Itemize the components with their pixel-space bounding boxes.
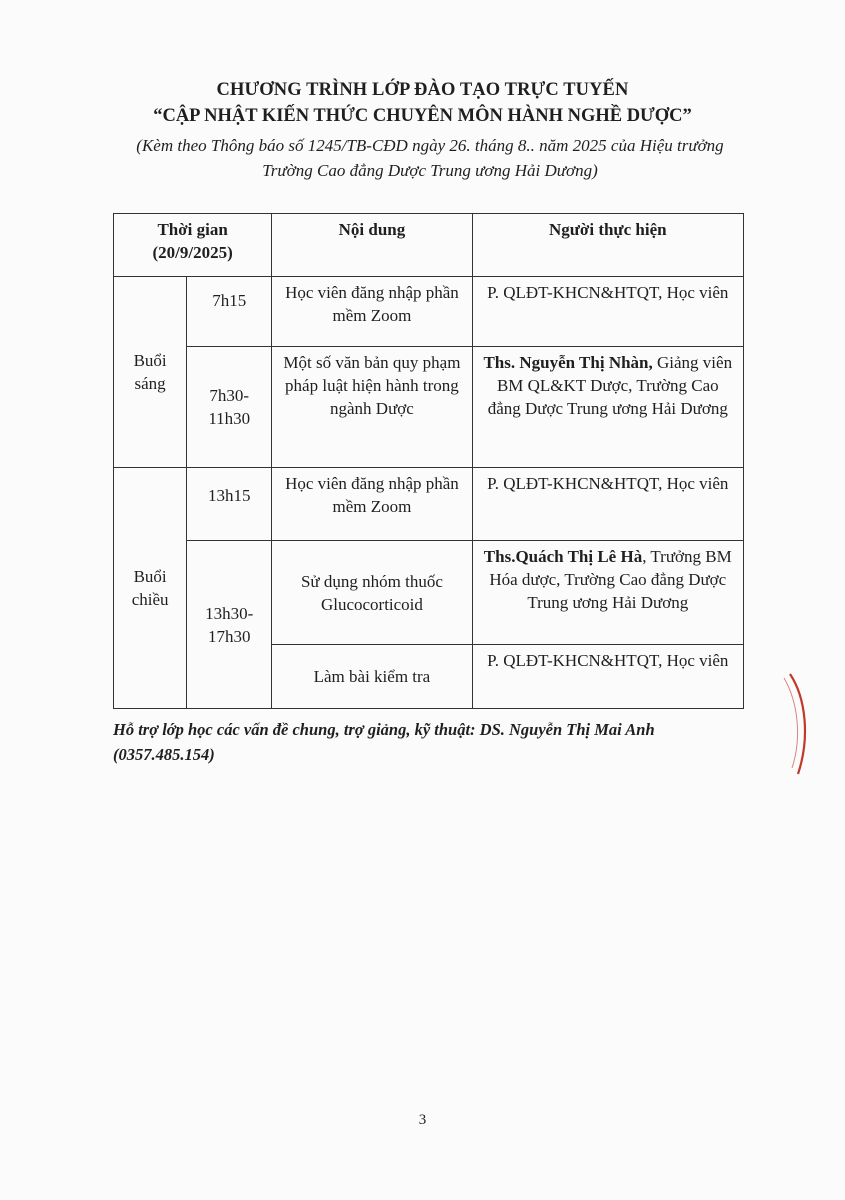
presenter-name: Ths. Nguyễn Thị Nhàn, — [483, 353, 653, 372]
content-cell: Học viên đăng nhập phần mềm Zoom — [272, 277, 472, 347]
page-number: 3 — [418, 1112, 427, 1128]
subtitle-part-c: . tháng — [466, 136, 518, 155]
table-row — [114, 277, 744, 347]
subtitle-part-d: .. năm 2025 của Hiệu trưởng Trường Cao đẳng Dược Trung ương Hải Dương) — [262, 136, 724, 180]
schedule-table — [113, 213, 744, 709]
presenter-cell: P. QLĐT-KHCN&HTQT, Học viên — [472, 277, 743, 347]
handwritten-month: 8 — [517, 136, 527, 155]
content-cell: Một số văn bản quy phạm pháp luật hiện hành trong ngành Dược — [272, 347, 472, 468]
presenter-role: Giảng viên BM QL&KT Dược, Trường Cao đẳng Dược Trung ương Hải Dương — [487, 353, 733, 418]
table-header-row — [114, 214, 744, 277]
header-time-label: Thời gian — [157, 220, 228, 239]
content-cell: Sử dụng nhóm thuốc Glucocorticoid — [272, 541, 472, 645]
session-afternoon: Buổi chiều — [114, 468, 187, 709]
time-cell: 7h15 — [187, 277, 272, 347]
content-cell: Học viên đăng nhập phần mềm Zoom — [272, 468, 472, 541]
table-row — [114, 541, 744, 645]
time-cell: 13h15 — [187, 468, 272, 541]
subtitle-part-a: (Kèm theo Thông báo số — [136, 136, 308, 155]
support-note: Hỗ trợ lớp học các vấn đề chung, trợ giảng, kỹ thuật: DS. Nguyễn Thị Mai Anh (0357.485.154) — [113, 720, 655, 764]
presenter-cell — [472, 347, 743, 468]
session-morning: Buổi sáng — [114, 277, 187, 468]
content-cell: Làm bài kiểm tra — [272, 645, 472, 709]
presenter-name: Ths.Quách Thị Lê Hà — [483, 547, 643, 566]
document-title-line1: CHƯƠNG TRÌNH LỚP ĐÀO TẠO TRỰC TUYẾN — [216, 80, 629, 100]
red-stamp-mark — [776, 668, 816, 778]
handwritten-day: 26 — [449, 136, 467, 155]
presenter-cell — [472, 541, 743, 645]
presenter-cell: P. QLĐT-KHCN&HTQT, Học viên — [472, 645, 743, 709]
time-cell: 7h30-11h30 — [187, 347, 272, 468]
presenter-cell: P. QLĐT-KHCN&HTQT, Học viên — [472, 468, 743, 541]
table-row — [114, 347, 744, 468]
header-content: Nội dung — [272, 214, 472, 277]
header-time — [114, 214, 272, 277]
presenter-role: , Trưởng BM Hóa dược, Trường Cao đẳng Dược Trung ương Hải Dương — [489, 547, 732, 612]
header-time-date: (20/9/2025) — [152, 243, 233, 262]
time-cell: 13h30-17h30 — [187, 541, 272, 709]
document-title-line2: “CẬP NHẬT KIẾN THỨC CHUYÊN MÔN HÀNH NGHỀ DƯỢC” — [153, 106, 692, 126]
table-row — [114, 468, 744, 541]
handwritten-notice-number: 1245 — [307, 136, 342, 155]
document-subtitle — [110, 133, 750, 183]
header-presenter: Người thực hiện — [472, 214, 743, 277]
subtitle-part-b: /TB-CĐD ngày — [341, 136, 450, 155]
